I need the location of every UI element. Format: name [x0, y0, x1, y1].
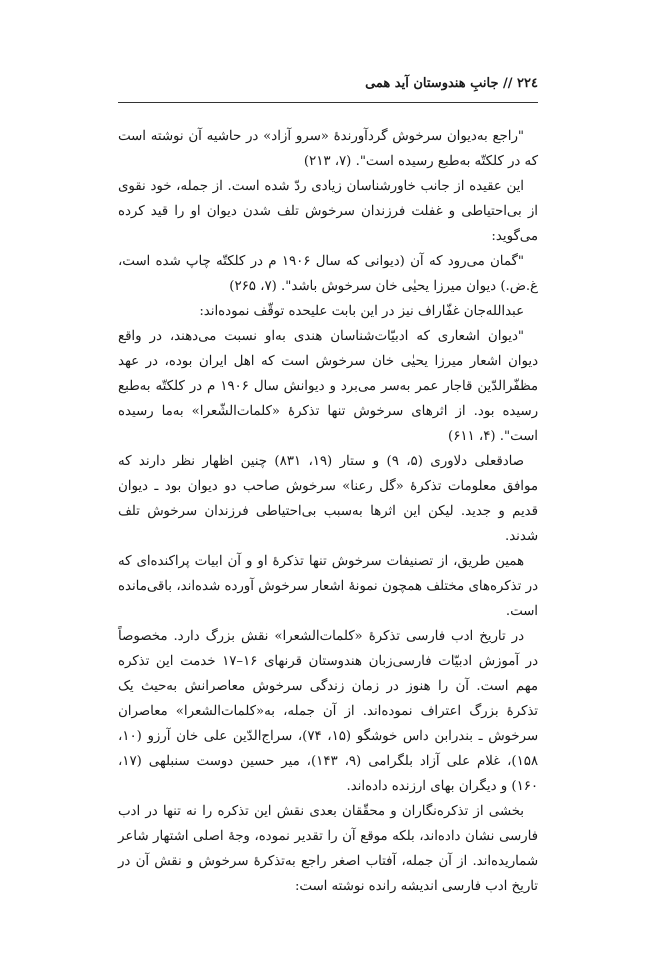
quote-paragraph-3: "گمان می‌رود که آن (دیوانی که سال ۱۹۰۶ م در کلکتّه چاپ شده است، غ.ض.) دیوان میرزا یحیٰی خان سرخوش باشد". (۷، ۲۶۵) [118, 254, 538, 294]
paragraph-8: در تاریخ ادب فارسی تذکرهٔ «کلمات‌الشعرا» نقش بزرگ دارد. مخصوصاً در آموزش ادبیّات فارسی‌زبان هندوستان قرنهای ۱۶–۱۷ خدمت این تذکره مهم است. آن را هنوز در زمان زندگی سرخوش معاصرانش به‌حیث یک تذکرهٔ بزرگ اعتراف نموده‌اند. از آن جمله، به«کلمات‌الشعرا» معاصران سرخوش ـ بندرابن داس خوشگو (۱۵، ۷۴)، سراج‌الدّین علی خان آرزو (۱۰، ۱۵۸)، غلام علی آزاد بلگرامی (۹، ۱۴۳)، میر حسین دوست سنبلهی (۱۷، ۱۶۰) و دیگران بهای ارزنده داده‌اند. [118, 629, 539, 794]
paragraph-6: صادقعلی دلاوری (۵، ۹) و ستار (۱۹، ۸۳۱) چنین اظهار نظر دارند که موافق معلومات تذکرهٔ «گل رعنا» سرخوش صاحب دو دیوان بود ـ دیوان قدیم و جدید. لیکن این اثرها به‌سبب بی‌احتیاطی فرزندان سرخوش تلف شدند. [118, 454, 538, 544]
paragraph-2: این عقیده از جانب خاورشناسان زیادی ردّ شده است. از جمله، خود نقوی از بی‌احتیاطی و غفلت فرزندان سرخوش تلف شدن دیوان او را قید کرده می‌گوید: [118, 179, 538, 244]
paragraph-7: همین طریق، از تصنیفات سرخوش تنها تذکرهٔ او و آن ابیات پراکنده‌ای که در تذکره‌های مختلف همچون نمونهٔ اشعار سرخوش آورده شده‌اند، باقی‌مانده است. [118, 554, 538, 619]
body-text [118, 124, 538, 899]
running-head: ٢٢٤ // جانبِ هندوستان آید همی [365, 76, 538, 91]
header-rule [118, 102, 538, 103]
paragraph-4: عبدالله‌جان غفّاراف نیز در این بابت علیحده توقّف نموده‌اند: [199, 304, 524, 319]
quote-paragraph-5: "دیوان اشعاری که ادبیّات‌شناسان هندی به‌او نسبت می‌دهند، در واقع دیوان اشعار میرزا یحیٰی خان سرخوش است که اهل ایران بوده، در عهد مظفّرالدّین قاجار عمر به‌سر می‌برد و دیوانش سال ۱۹۰۶ م در کلکتّه به‌طبع رسیده بود. از اثرهای سرخوش تنها تذکرهٔ «کلمات‌الشّعرا» به‌ما رسیده است". (۴، ۶۱۱) [118, 329, 538, 444]
quote-paragraph-1: "راجع به‌دیوان سرخوش گردآورندهٔ «سرو آزاد» در حاشیه آن نوشته است که در کلکتّه به‌طبع رسیده است". (۷، ۲۱۳) [118, 129, 538, 169]
paragraph-9: بخشی از تذکره‌نگاران و محقّقان بعدی نقش این تذکره را نه تنها در ادب فارسی نشان داده‌اند، بلکه موقع آن را تقدیر نموده، وجهٔ اصلی اشتهار شاعر شماریده‌اند. از آن جمله، آفتاب اصغر راجع به‌تذکرهٔ سرخوش و نقش آن در تاریخ ادب فارسی اندیشه رانده نوشته است: [118, 804, 538, 894]
